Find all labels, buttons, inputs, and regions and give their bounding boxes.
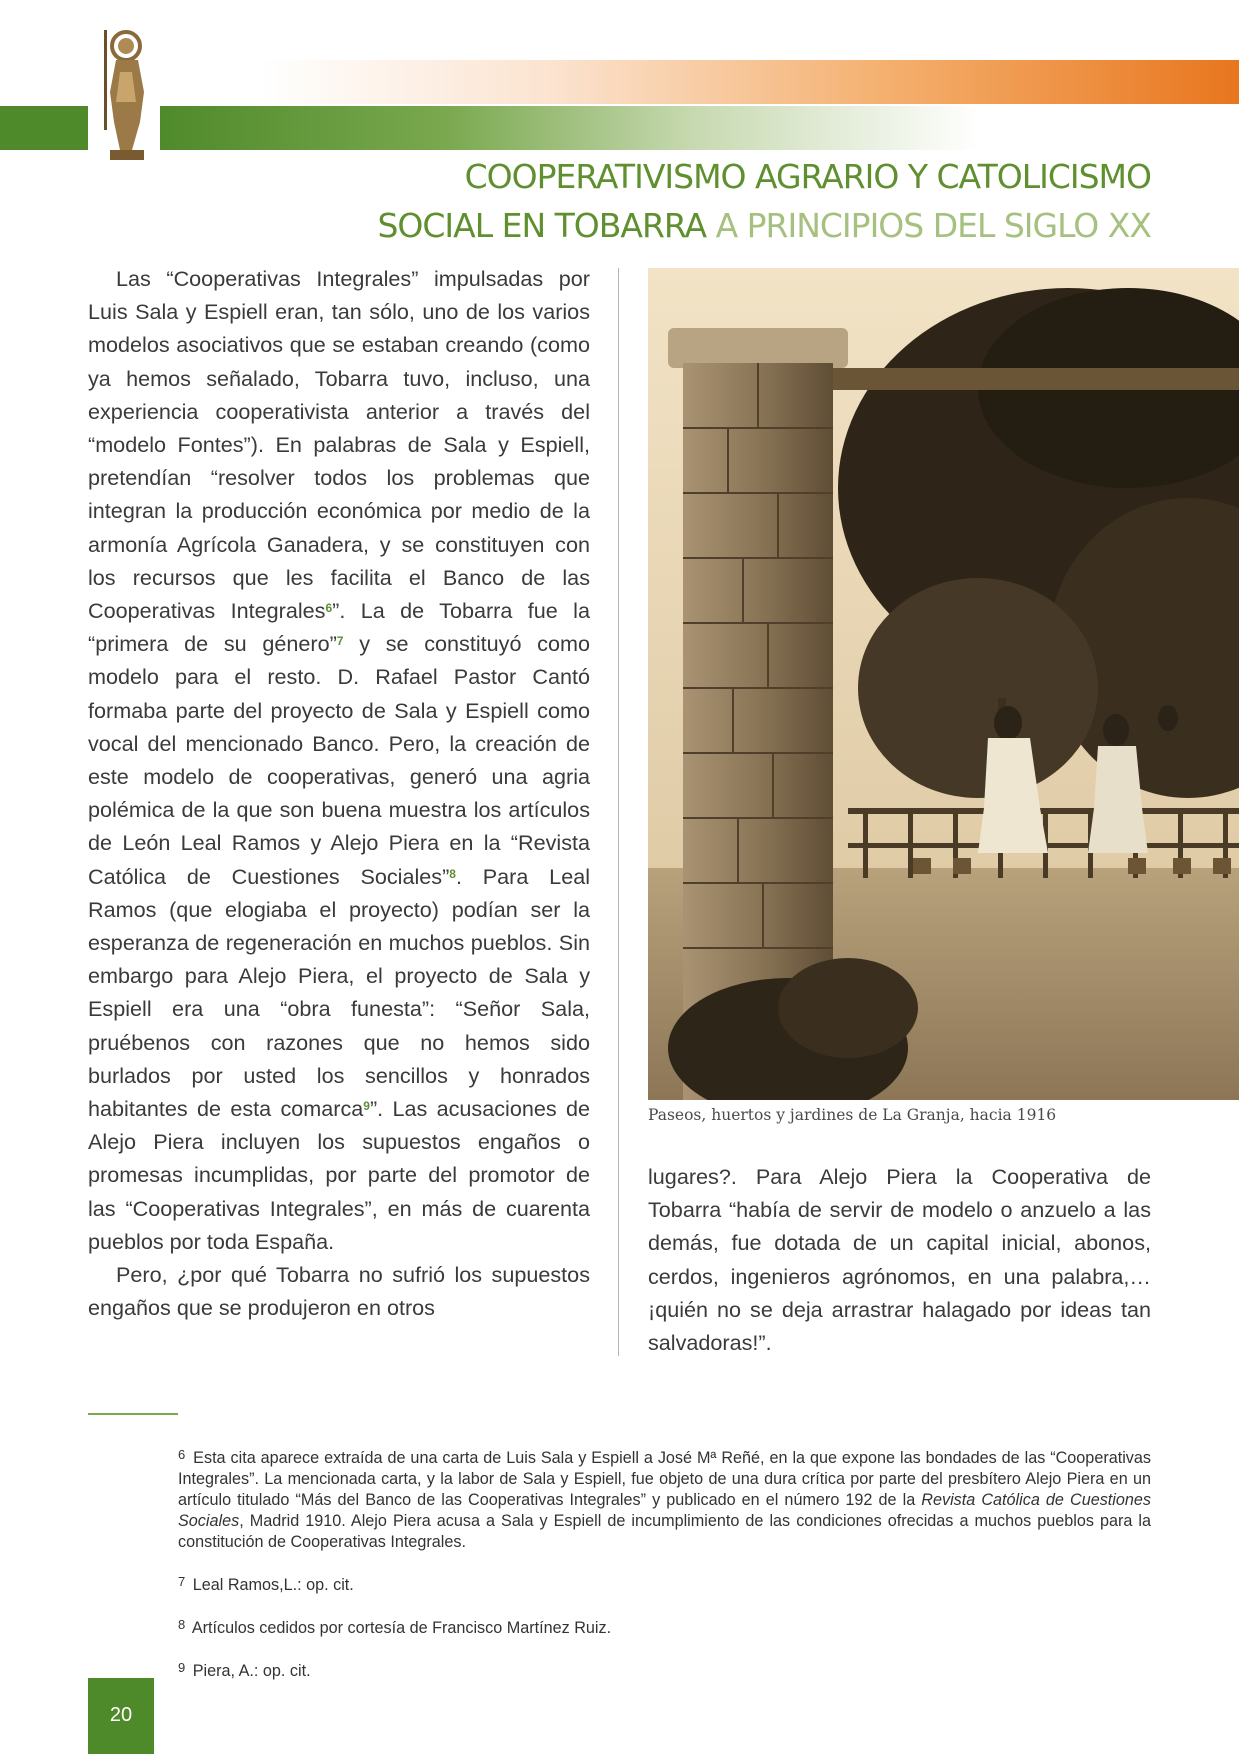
footnote-number: 8	[178, 1617, 186, 1632]
title-line-2-main: SOCIAL EN TOBARRA	[377, 206, 707, 245]
p1-text-3: y se constituyó como modelo para el resto. D. Rafael Pastor Cantó formaba parte del proyecto de Sala y Espiell como vocal del mencionado Banco. Pero, la creación de este modelo de cooperativas, generó una agria polémica de la que son buena muestra los artículos de León Leal Ramos y Alejo Piera en la “Revista Católica de Cuestiones Sociales”	[88, 631, 590, 889]
footnote-6	[178, 1448, 1151, 1553]
right-column-text	[648, 1160, 1151, 1359]
saint-statue-icon	[92, 22, 158, 162]
p1-text-1: Las “Cooperativas Integrales” impulsadas por Luis Sala y Espiell eran, tan sólo, uno de los varios modelos asociativos que se estaban creando (como ya hemos señalado, Tobarra tuvo, incluso, una experiencia cooperativista anterior a través del “modelo Fontes”). En palabras de Sala y Espiell, pretendían “resolver todos los problemas que integran la producción económica por medio de la armonía Agrícola Ganadera, y se constituyen con los recursos que les facilita el Banco de las Cooperativas Integrales	[88, 266, 590, 624]
footnote-text: Piera, A.: op. cit.	[188, 1662, 311, 1680]
header-green-block	[0, 106, 88, 150]
column-divider	[618, 268, 619, 1356]
footnote-ref-9[interactable]: 9	[363, 1099, 370, 1114]
page-title	[377, 152, 1151, 250]
page-number-box	[88, 1678, 154, 1754]
title-line-2-light: A PRINCIPIOS DEL SIGLO XX	[706, 206, 1151, 245]
paragraph-2: Pero, ¿por qué Tobarra no sufrió los supuestos engaños que se produjeron en otros	[88, 1262, 590, 1321]
footnote-number: 9	[178, 1660, 186, 1675]
footnote-text: Esta cita aparece extraída de una carta de Luis Sala y Espiell a José Mª Reñé, en la que expone las bondades de las “Cooperativas Integrales”. La mencionada carta, y la labor de Sala y Espiell, fue objeto de una dura crítica por parte del presbítero Alejo Piera en un artículo titulado “Más del Banco de las Cooperativas Integrales” y publicado en el número 192 de la	[178, 1449, 1151, 1509]
footnote-text: Artículos cedidos por cortesía de Francisco Martínez Ruiz.	[188, 1619, 612, 1637]
footnote-7	[178, 1575, 1151, 1596]
photo-illustration	[648, 268, 1239, 1100]
header-orange-band	[260, 60, 1239, 104]
header-green-band	[160, 106, 980, 150]
footnote-text: Leal Ramos,L.: op. cit.	[188, 1576, 354, 1594]
left-column	[88, 262, 590, 1325]
p1-text-5: ”. Las acusaciones de Alejo Piera incluyen los supuestos engaños o promesas incumplidas, por parte del promotor de las “Cooperativas Integrales”, en más de cuarenta pueblos por toda España.	[88, 1096, 590, 1254]
photo-caption: Paseos, huertos y jardines de La Granja, hacia 1916	[648, 1106, 1057, 1124]
footnote-number: 6	[178, 1447, 186, 1462]
footnote-8	[178, 1618, 1151, 1639]
footnote-ref-8[interactable]: 8	[449, 866, 456, 881]
paragraph-3: lugares?. Para Alejo Piera la Cooperativa de Tobarra “había de servir de modelo o anzuelo a las demás, fue dotada de un capital inicial, abonos, cerdos, ingenieros agrónomos, en una palabra,…¡quién no se deja arrastrar halagado por ideas tan salvadoras!”.	[648, 1164, 1151, 1356]
footnote-9	[178, 1661, 1151, 1682]
title-line-1: COOPERATIVISMO AGRARIO Y CATOLICISMO	[464, 157, 1151, 196]
p1-text-4: . Para Leal Ramos (que elogiaba el proyecto) podían ser la esperanza de regeneración en muchos pueblos. Sin embargo para Alejo Piera, el proyecto de Sala y Espiell era una “obra funesta”: “Señor Sala, pruébenos con razones que no hemos sido burlados por usted los sencillos y honrados habitantes de esta comarca	[88, 863, 591, 1122]
footnote-ref-6[interactable]: 6	[325, 601, 333, 616]
footnote-number: 7	[178, 1574, 186, 1589]
footnote-ref-7[interactable]: 7	[336, 634, 344, 649]
page-number: 20	[109, 1704, 133, 1726]
footnotes	[178, 1448, 1151, 1704]
footnote-text-end: , Madrid 1910. Alejo Piera acusa a Sala y Espiell de incumplimiento de las condiciones ofrecidas a muchos pueblos para la constitución de Cooperativas Integrales.	[178, 1512, 1151, 1551]
historic-photo	[648, 268, 1239, 1100]
footnote-journal-title: Revista Católica de Cuestiones Sociales	[178, 1491, 1151, 1530]
p1-text-2: ”. La de Tobarra fue la “primera de su género”	[88, 598, 590, 657]
title-line-2	[377, 201, 1151, 250]
footnote-rule	[88, 1413, 178, 1415]
paragraph-1	[88, 262, 590, 1258]
